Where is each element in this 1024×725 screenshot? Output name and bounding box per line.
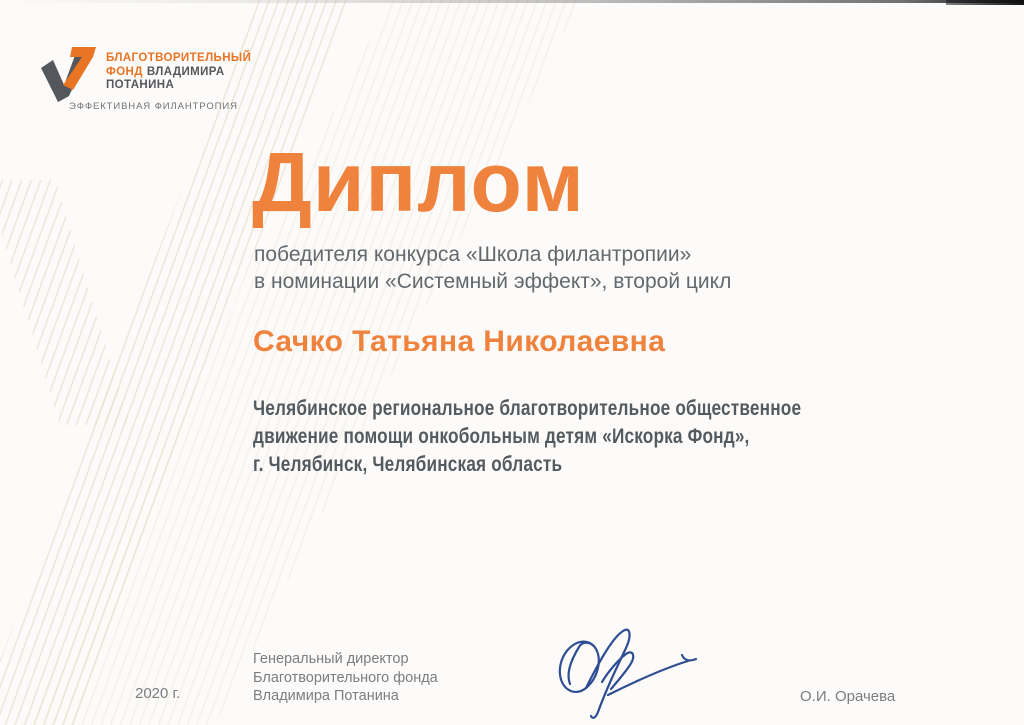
signer-name: О.И. Орачева bbox=[800, 688, 896, 705]
signature-icon bbox=[548, 622, 713, 722]
foundation-logo-text bbox=[106, 52, 251, 93]
organization-name bbox=[253, 395, 801, 479]
organization-line-3: г. Челябинск, Челябинская область bbox=[253, 453, 563, 476]
signer-title bbox=[253, 650, 438, 706]
logo-line-2: ФОНД ВЛАДИМИРА bbox=[106, 65, 225, 78]
signer-title-line-1: Генеральный директор bbox=[253, 651, 409, 667]
logo-line-3: ПОТАНИНА bbox=[106, 79, 175, 91]
award-description bbox=[254, 241, 731, 295]
diploma-year: 2020 г. bbox=[135, 685, 181, 702]
award-description-line-2: в номинации «Системный эффект», второй цикл bbox=[254, 270, 732, 293]
signer-title-line-2: Благотворительного фонда bbox=[253, 669, 438, 686]
organization-line-2: движение помощи онкобольным детям «Искорка Фонд», bbox=[253, 425, 750, 448]
scan-edge-line bbox=[0, 0, 1024, 3]
diploma-title: Диплом bbox=[252, 135, 585, 229]
logo-tagline: ЭФФЕКТИВНАЯ ФИЛАНТРОПИЯ bbox=[69, 101, 238, 112]
logo-line-1: БЛАГОТВОРИТЕЛЬНЫЙ bbox=[106, 52, 252, 64]
signer-title-line-3: Владимира Потанина bbox=[253, 688, 399, 704]
scan-edge-corner bbox=[946, 0, 1024, 5]
organization-line-1: Челябинское региональное благотворительное общественное bbox=[253, 397, 802, 420]
recipient-name: Сачко Татьяна Николаевна bbox=[253, 325, 666, 358]
award-description-line-1: победителя конкурса «Школа филантропии» bbox=[254, 243, 692, 266]
